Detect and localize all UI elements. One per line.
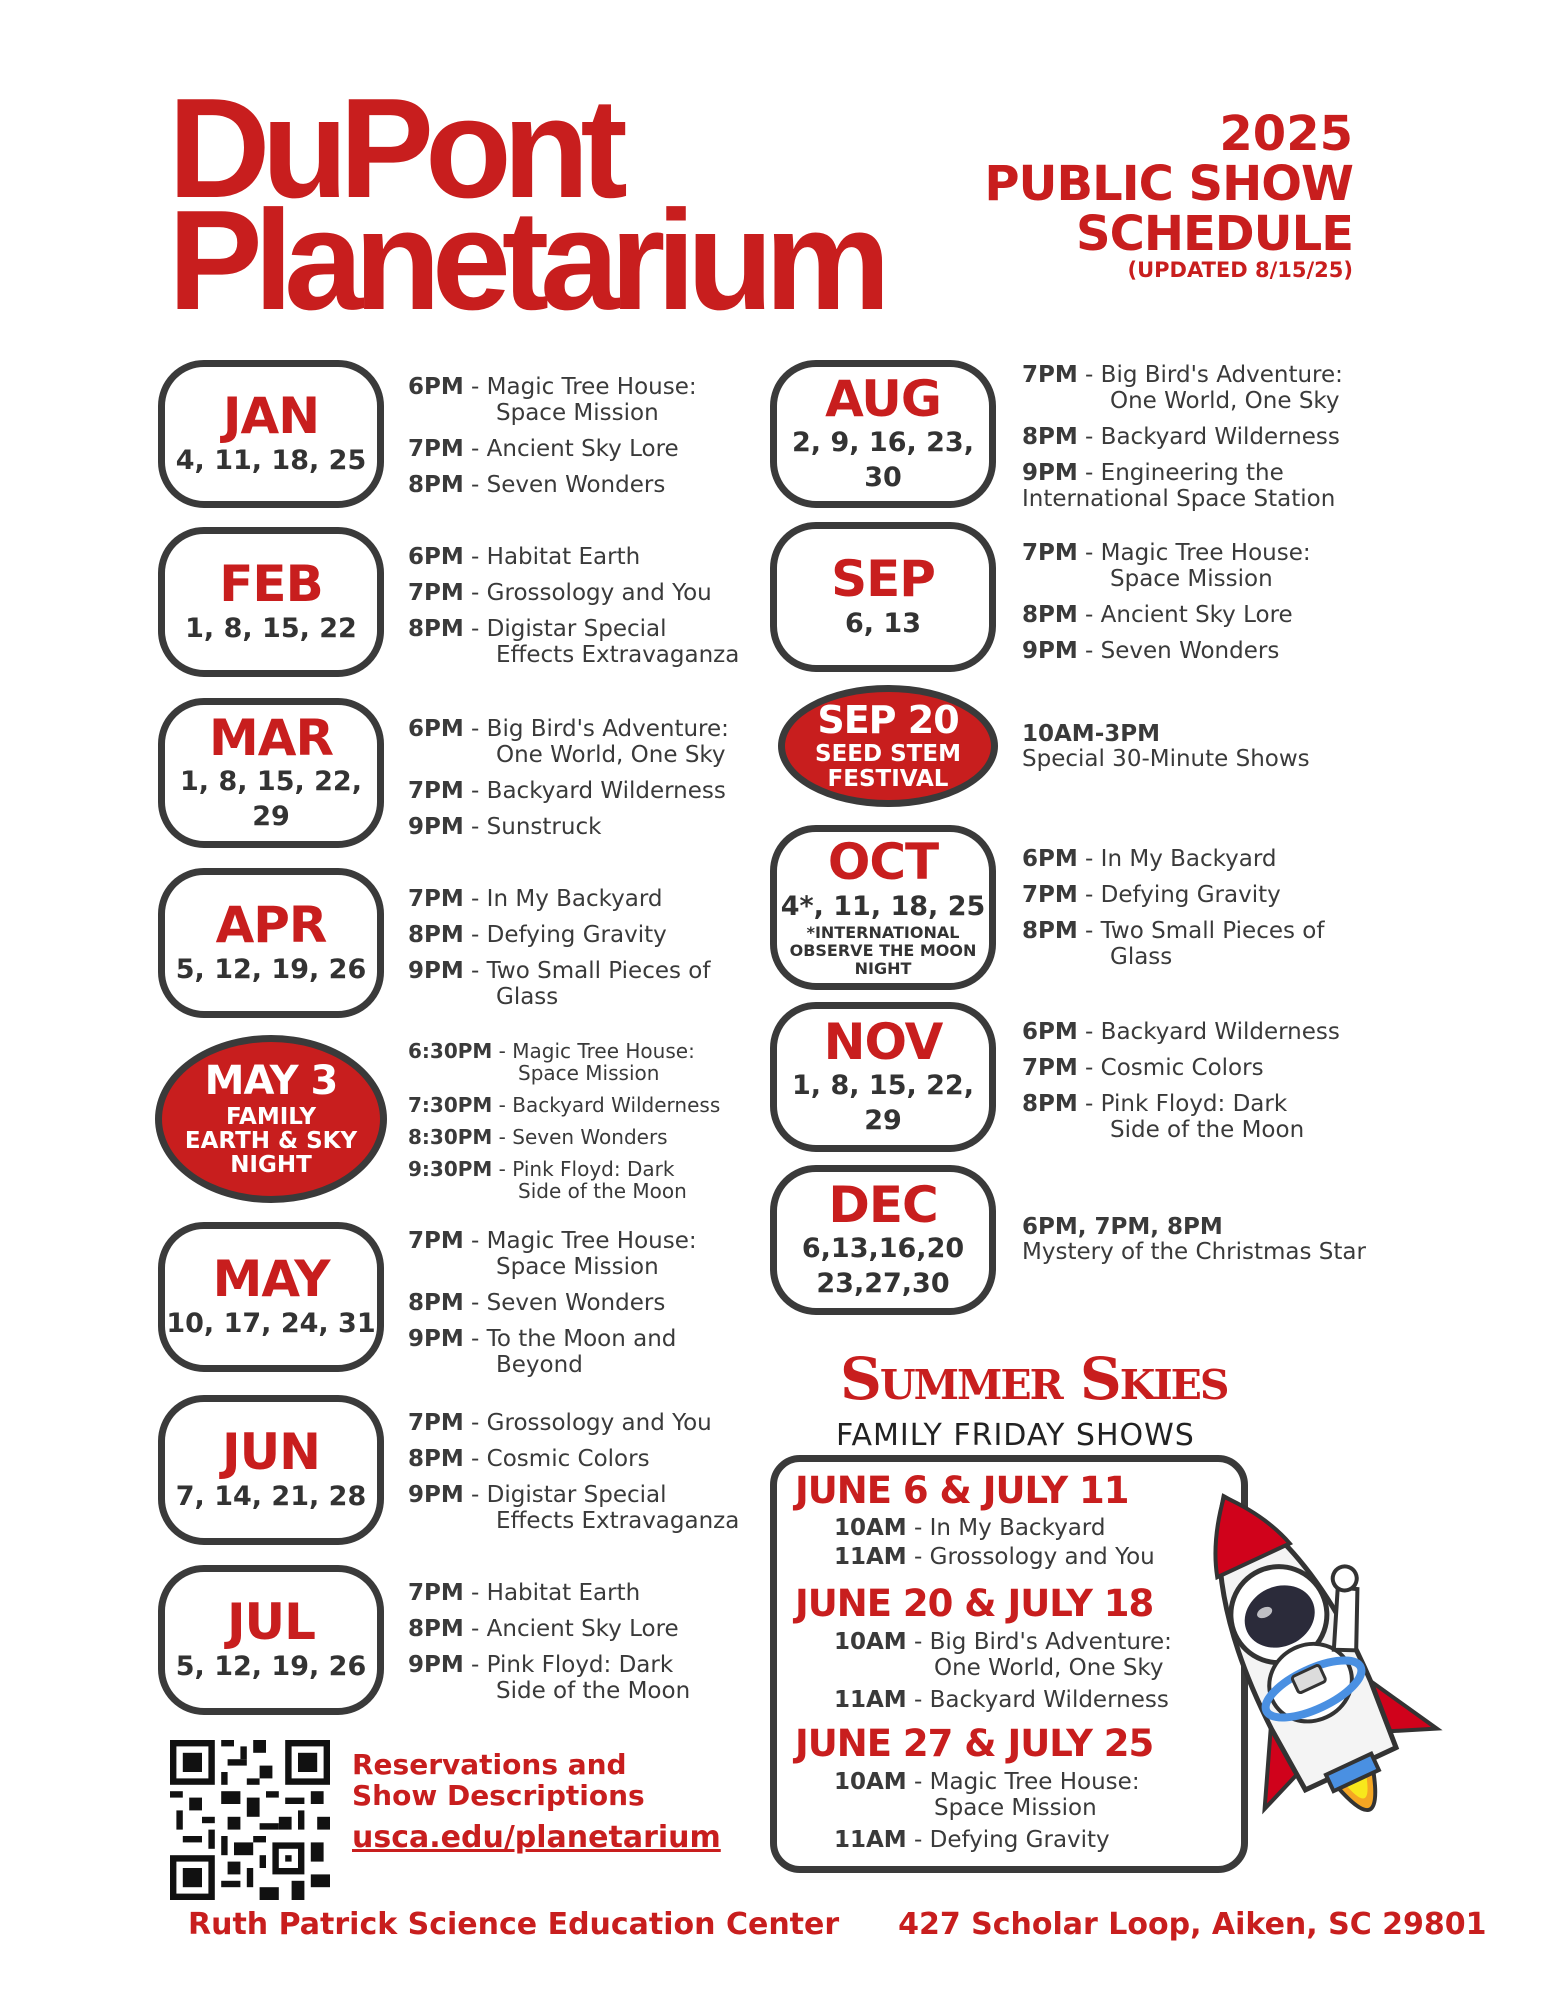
event-name-1: SEED STEM	[815, 741, 961, 768]
sep20-shows	[1022, 722, 1310, 773]
reservations-line-1: Reservations and	[352, 1748, 627, 1781]
event-date: SEP 20	[817, 698, 959, 743]
show-time: 8PM	[408, 1290, 464, 1317]
shows-jul: 7PM - Habitat Earth 8PM - Ancient Sky Lore 9PM - Pink Floyd: Dark Side of the Moon	[408, 1578, 690, 1712]
month-box-sep	[770, 522, 996, 672]
show-time: 9PM	[1022, 638, 1078, 665]
astronaut-rocket-icon	[1150, 1460, 1450, 1860]
show-title: Habitat Earth	[486, 1580, 641, 1606]
title-line-1: DuPont	[168, 69, 619, 228]
show-title-cont: Glass	[496, 984, 559, 1011]
month-name: FEB	[219, 555, 323, 614]
show-title: Sunstruck	[486, 814, 602, 841]
show-title: Big Bird's Adventure:	[929, 1629, 1172, 1655]
show-title-cont: One World, One Sky	[934, 1655, 1164, 1681]
month-name: JAN	[222, 387, 320, 446]
month-note-1: *INTERNATIONAL	[806, 922, 960, 942]
show-title: Pink Floyd: Dark	[486, 1652, 674, 1679]
show-title: Backyard Wilderness	[486, 778, 726, 805]
month-box-jan	[158, 360, 384, 508]
show-title: Cosmic Colors	[486, 1446, 650, 1473]
shows-apr: 7PM - In My Backyard 8PM - Defying Gravity 9PM - Two Small Pieces of Glass	[408, 884, 710, 1018]
show-title: Magic Tree House:	[512, 1039, 695, 1063]
month-dates: 1, 8, 15, 22	[185, 612, 357, 644]
show-title: Pink Floyd: Dark	[512, 1157, 675, 1181]
show-time: 7PM	[1022, 540, 1078, 566]
show-time: 8PM	[1022, 602, 1078, 629]
show-time: 7PM	[1022, 1055, 1078, 1082]
shows-nov: 6PM - Backyard Wilderness 7PM - Cosmic Colors 8PM - Pink Floyd: Dark Side of the Moon	[1022, 1017, 1340, 1151]
title-line-2: Planetarium	[168, 181, 882, 340]
dec-shows	[1022, 1215, 1366, 1266]
event-date: MAY 3	[204, 1057, 338, 1104]
show-time: 8PM	[408, 1616, 464, 1643]
show-time: 8PM	[408, 472, 464, 499]
show-title: Magic Tree House:	[1100, 540, 1311, 566]
show-time: 6PM	[1022, 1019, 1078, 1045]
show-title: Ancient Sky Lore	[486, 436, 679, 463]
show-title: Backyard Wilderness	[512, 1093, 721, 1117]
month-box-jul	[158, 1565, 384, 1715]
summer-skies-title: Summer Skies	[840, 1345, 1228, 1413]
show-title-cont: Space Mission	[518, 1061, 660, 1085]
show-title: In My Backyard	[1100, 846, 1277, 872]
show-time: 9PM	[408, 1652, 464, 1679]
show-title-cont: Space Mission	[496, 1254, 659, 1281]
show-time: 9PM	[408, 814, 464, 841]
shows-jan: 6PM - Magic Tree House: Space Mission 7PM - Ancient Sky Lore 8PM - Seven Wonders	[408, 374, 697, 499]
show-time: 9PM	[408, 958, 464, 985]
show-time: 8PM	[408, 922, 464, 949]
show-title: Backyard Wilderness	[1100, 424, 1340, 451]
month-dates: 5, 12, 19, 26	[175, 953, 367, 985]
show-title: In My Backyard	[929, 1515, 1106, 1541]
show-title: Seven Wonders	[1100, 638, 1280, 665]
show-title: Seven Wonders	[486, 472, 666, 499]
event-name-1: FAMILY	[225, 1103, 317, 1130]
show-time: 7:30PM	[408, 1093, 493, 1117]
shows-may: 7PM - Magic Tree House: Space Mission 8PM - Seven Wonders 9PM - To the Moon and Beyond	[408, 1226, 697, 1386]
show-title: Magic Tree House:	[486, 374, 697, 400]
event-oval-sep20	[778, 685, 998, 807]
month-dates: 1, 8, 15, 22, 29	[180, 766, 362, 833]
month-name: AUG	[825, 369, 941, 428]
show-title: Digistar Special	[486, 1482, 667, 1509]
show-title: Special 30-Minute Shows	[1022, 746, 1310, 773]
show-title: Magic Tree House:	[486, 1228, 697, 1254]
show-title-cont: One World, One Sky	[1110, 388, 1340, 415]
show-title: Seven Wonders	[486, 1290, 666, 1317]
show-time: 11AM	[834, 1544, 907, 1570]
summer-show: 11AM - Grossology and You	[834, 1544, 1155, 1570]
show-title: Pink Floyd: Dark	[1100, 1091, 1288, 1118]
show-time: 7PM	[408, 1228, 464, 1254]
event-name-2: FESTIVAL	[827, 765, 949, 792]
show-title: Mystery of the Christmas Star	[1022, 1239, 1366, 1266]
month-name: MAR	[209, 708, 333, 767]
show-time: 6PM	[1022, 846, 1078, 872]
schedule-title-1: PUBLIC SHOW	[984, 156, 1353, 212]
show-title: Big Bird's Adventure:	[1100, 362, 1343, 388]
show-time: 7PM	[1022, 362, 1078, 388]
show-title: Ancient Sky Lore	[486, 1616, 679, 1643]
show-time: 8:30PM	[408, 1125, 493, 1149]
show-title-cont: Side of the Moon	[496, 1678, 691, 1705]
month-dates: 4*, 11, 18, 25	[780, 890, 986, 922]
shows-may3: 6:30PM - Magic Tree House: Space Mission 7:30PM - Backyard Wilderness 8:30PM - Seven Wonders 9:30PM - Pink Floyd: Dark Side of the Moon	[408, 1039, 721, 1203]
summer-show: 11AM - Backyard Wilderness	[834, 1687, 1169, 1713]
show-time: 10AM-3PM	[1022, 721, 1160, 747]
show-time: 9PM	[1022, 460, 1078, 487]
shows-jun: 7PM - Grossology and You 8PM - Cosmic Colors 9PM - Digistar Special Effects Extravaganza	[408, 1408, 739, 1542]
show-time: 6PM	[408, 374, 464, 400]
month-name: OCT	[827, 833, 939, 892]
show-title: Digistar Special	[486, 616, 667, 643]
show-title: Defying Gravity	[1100, 882, 1281, 909]
show-time: 6PM	[408, 544, 464, 570]
month-box-may	[158, 1222, 384, 1372]
footer	[188, 1907, 1487, 1942]
summer-show: 10AM - Big Bird's Adventure:	[834, 1629, 1172, 1655]
show-time: 8PM	[408, 1446, 464, 1473]
footer-address: 427 Scholar Loop, Aiken, SC 29801	[898, 1907, 1487, 1942]
month-dates: 6, 13	[844, 607, 922, 639]
month-box-nov	[770, 1002, 996, 1152]
show-title: Grossology and You	[929, 1544, 1155, 1570]
show-title: Two Small Pieces of	[486, 958, 711, 985]
event-name-3: NIGHT	[230, 1152, 312, 1179]
month-box-aug	[770, 360, 996, 508]
show-time: 10AM	[834, 1515, 907, 1541]
month-box-dec	[770, 1165, 996, 1315]
summer-show: 11AM - Defying Gravity	[834, 1827, 1110, 1853]
shows-feb: 6PM - Habitat Earth 7PM - Grossology and You 8PM - Digistar Special Effects Extravaganza	[408, 542, 739, 676]
show-time: 8PM	[1022, 918, 1078, 945]
show-time: 8PM	[408, 616, 464, 643]
month-name: MAY	[212, 1250, 330, 1309]
month-name: NOV	[823, 1012, 943, 1071]
show-time: 7PM	[408, 436, 464, 463]
summer-skies-subtitle: FAMILY FRIDAY SHOWS	[836, 1418, 1195, 1453]
reservations-line-2: Show Descriptions	[352, 1778, 645, 1812]
schedule-year: 2025	[1219, 106, 1353, 162]
shows-mar: 6PM - Big Bird's Adventure: One World, One Sky 7PM - Backyard Wilderness 9PM - Sunstruck	[408, 716, 729, 841]
show-time: 6PM	[408, 716, 464, 742]
month-box-mar	[158, 698, 384, 848]
show-title: Grossology and You	[486, 1410, 712, 1436]
month-name: SEP	[831, 550, 935, 609]
qr-code-icon	[170, 1740, 330, 1900]
month-name: JUL	[226, 1593, 316, 1652]
shows-oct: 6PM - In My Backyard 7PM - Defying Gravity 8PM - Two Small Pieces of Glass	[1022, 844, 1324, 978]
month-box-jun	[158, 1395, 384, 1545]
month-name: JUN	[221, 1423, 321, 1482]
summer-date-3: JUNE 27 & JULY 25	[795, 1722, 1154, 1765]
show-time: 7PM	[408, 1410, 464, 1436]
show-title-cont: Space Mission	[496, 400, 659, 427]
month-dates-1: 6,13,16,20	[801, 1233, 965, 1265]
show-time: 6PM, 7PM, 8PM	[1022, 1214, 1223, 1240]
month-dates: 5, 12, 19, 26	[175, 1650, 367, 1682]
summer-show: 10AM - Magic Tree House:	[834, 1769, 1140, 1795]
footer-center-name: Ruth Patrick Science Education Center	[188, 1907, 840, 1942]
shows-aug: 7PM - Big Bird's Adventure: One World, One Sky 8PM - Backyard Wilderness 9PM - Engineering the International Space Station	[1022, 360, 1343, 520]
month-dates-2: 23,27,30	[816, 1268, 950, 1300]
show-time: 7PM	[408, 580, 464, 607]
show-title: Backyard Wilderness	[1100, 1019, 1340, 1045]
show-title: Magic Tree House:	[929, 1769, 1140, 1795]
summer-date-2: JUNE 20 & JULY 18	[795, 1582, 1154, 1625]
show-title-cont: International Space Station	[1022, 486, 1336, 513]
month-name: DEC	[828, 1175, 938, 1234]
show-time: 11AM	[834, 1827, 907, 1853]
schedule-title-2: SCHEDULE	[1076, 206, 1353, 262]
show-time: 9PM	[408, 1482, 464, 1509]
show-title: Engineering the	[1100, 460, 1284, 487]
show-time: 10AM	[834, 1629, 907, 1655]
show-title-cont: Space Mission	[1110, 566, 1273, 593]
show-title-cont: Side of the Moon	[1110, 1117, 1305, 1144]
show-title: Ancient Sky Lore	[1100, 602, 1293, 629]
month-dates: 7, 14, 21, 28	[175, 1480, 367, 1512]
month-dates: 1, 8, 15, 22, 29	[792, 1070, 974, 1137]
show-title: Big Bird's Adventure:	[486, 716, 729, 742]
reservations-text	[352, 1750, 645, 1812]
month-dates: 4, 11, 18, 25	[175, 444, 367, 476]
month-note-2: OBSERVE THE MOON	[789, 941, 977, 961]
show-time: 10AM	[834, 1769, 907, 1795]
month-note-3: NIGHT	[854, 959, 912, 979]
show-time: 7PM	[408, 886, 464, 912]
show-time: 9:30PM	[408, 1157, 493, 1181]
show-title: Defying Gravity	[929, 1827, 1110, 1853]
show-time: 7PM	[408, 778, 464, 805]
summer-show: 10AM - In My Backyard	[834, 1515, 1106, 1541]
show-time: 7PM	[408, 1580, 464, 1606]
show-title: Cosmic Colors	[1100, 1055, 1264, 1082]
planetarium-link[interactable]: usca.edu/planetarium	[352, 1820, 721, 1855]
month-dates: 2, 9, 16, 23, 30	[792, 427, 974, 494]
updated-date: (UPDATED 8/15/25)	[1127, 258, 1353, 282]
show-title: Seven Wonders	[512, 1125, 668, 1149]
show-title-cont: Effects Extravaganza	[496, 642, 740, 669]
show-title: Two Small Pieces of	[1100, 918, 1325, 945]
show-time: 8PM	[1022, 1091, 1078, 1118]
show-title: Backyard Wilderness	[929, 1687, 1169, 1713]
show-title: Habitat Earth	[486, 544, 641, 570]
show-title-cont: Side of the Moon	[518, 1179, 687, 1203]
show-title: In My Backyard	[486, 886, 663, 912]
show-title: Grossology and You	[486, 580, 712, 607]
show-title-cont: Effects Extravaganza	[496, 1508, 740, 1535]
month-box-apr	[158, 868, 384, 1018]
show-title: Defying Gravity	[486, 922, 667, 949]
show-time: 6:30PM	[408, 1039, 493, 1063]
show-title-cont: Beyond	[496, 1352, 583, 1379]
summer-date-1: JUNE 6 & JULY 11	[795, 1469, 1129, 1512]
show-title-cont: Space Mission	[934, 1795, 1097, 1821]
show-title-cont: One World, One Sky	[496, 742, 726, 769]
show-title-cont: Glass	[1110, 944, 1173, 971]
show-time: 11AM	[834, 1687, 907, 1713]
show-title: To the Moon and	[486, 1326, 677, 1353]
show-time: 7PM	[1022, 882, 1078, 909]
event-oval-may3	[155, 1035, 387, 1203]
month-name: APR	[215, 896, 327, 955]
month-dates: 10, 17, 24, 31	[166, 1307, 376, 1339]
event-name-2: EARTH & SKY	[184, 1127, 358, 1154]
show-time: 9PM	[408, 1326, 464, 1353]
show-time: 8PM	[1022, 424, 1078, 451]
shows-sep: 7PM - Magic Tree House: Space Mission 8PM - Ancient Sky Lore 9PM - Seven Wonders	[1022, 540, 1311, 665]
month-box-oct	[770, 825, 996, 990]
month-box-feb	[158, 527, 384, 677]
